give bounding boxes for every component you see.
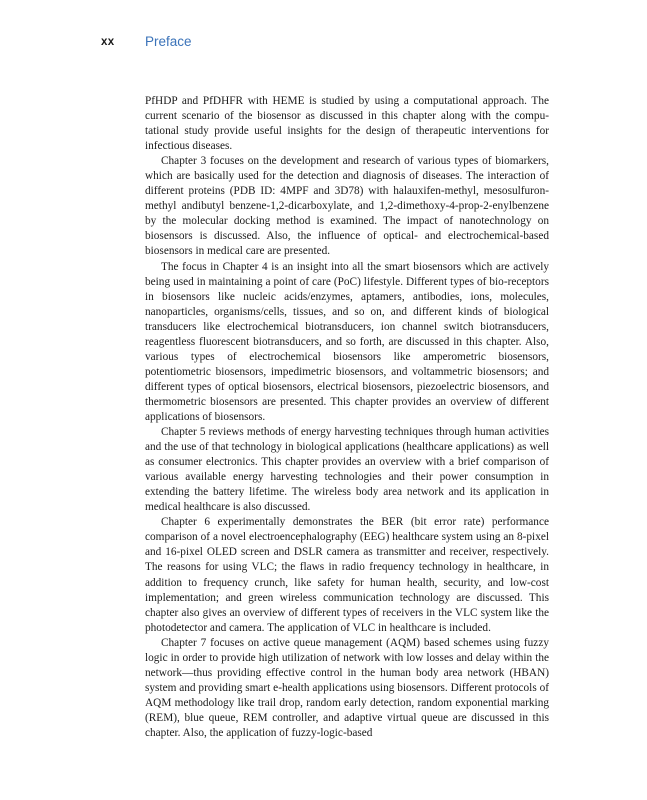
paragraph-chapter-6: Chapter 6 experimentally demonstrates the BER (bit error rate) performance comparison of a novel electroencephalography (EEG) healthcare system using an 8-pixel and 16-pixel OLED screen and DSLR camera as transmitter and receiver, respectively. The reasons for using VLC; the flaws in radio frequency technology in healthcare, in addition to frequency crunch, like safety for human health, security, and low-cost implementation; and green wireless communication technology are discussed. This chapter also gives an overview of different types of receivers in the VLC system like the photodetector and camera. The application of VLC in healthcare is included. xyxy=(145,516,549,634)
paragraph-chapter-3: Chapter 3 focuses on the development and research of various types of biomarkers, which are basically used for the detection and diagnosis of diseases. The interaction of different proteins (PDB ID: 4MPF and 3D78) with halauxifen-methyl, mesosulfuron-methyl andibutyl benzene-1,2-dicarboxylate, and 1,2-dimethoxy-4-prop-2-enylbenzene by the molecular docking method is examined. The impact of nanotechnology on biosensors is discussed. Also, the influence of optical- and electrochemical-based biosensors in medical care are presented. xyxy=(145,155,549,258)
paragraph-chapter-7: Chapter 7 focuses on active queue management (AQM) based schemes using fuzzy logic in order to provide high utilization of network with low losses and delay within the network—thus providing effective control in the human body area network (HBAN) system and providing smart e-health applications using biosensors. Different protocols of AQM methodology like trail drop, random early detection, random exponential marking (REM), blue queue, REM controller, and adaptive virtual queue are discussed in this chapter. Also, the application of fuzzy-logic-based xyxy=(145,636,549,739)
paragraph-chapter-4: The focus in Chapter 4 is an insight into all the smart biosensors which are actively being used in maintaining a point of care (PoC) lifestyle. Different types of bio-receptors in biosensors like nucleic acids/enzymes, aptamers, antibodies, ions, molecules, nanoparticles, organisms/cells, tissues, and so on, and different kinds of biological transducers like electrochemical biotransducers, ion channel switch biotransducers, reagentless fluorescent biotransducers, and so forth, are discussed in this chapter. Also, various types of electrochemical biosensors like amperometric biosensors, potentiometric biosensors, impedimetric biosensors, and voltammetric biosensors; and different types of optical biosensors, electrical biosensors, piezoelectric biosensors, and thermometric biosensors are presented. This chapter provides an overview of different applications of biosensors. xyxy=(145,260,549,423)
paragraph-continuation: PfHDP and PfDHFR with HEME is studied by using a computational approach. The current scenario of the biosensor as discussed in this chapter along with the computational study provide useful insights for the design of therapeutic interventions for infectious diseases. xyxy=(145,95,549,153)
running-title: Preface xyxy=(145,34,192,49)
body-text xyxy=(145,94,549,741)
page-number: xx xyxy=(101,36,115,48)
paragraph-chapter-5: Chapter 5 reviews methods of energy harvesting techniques through human activities and the use of that technology in biological applications (healthcare applications) as well as consumer electronics. This chapter provides an overview with a brief comparison of various available energy harvesting technologies and their power consumption in extending the battery lifetime. The wireless body area network and its application in medical healthcare is also discussed. xyxy=(145,426,549,514)
